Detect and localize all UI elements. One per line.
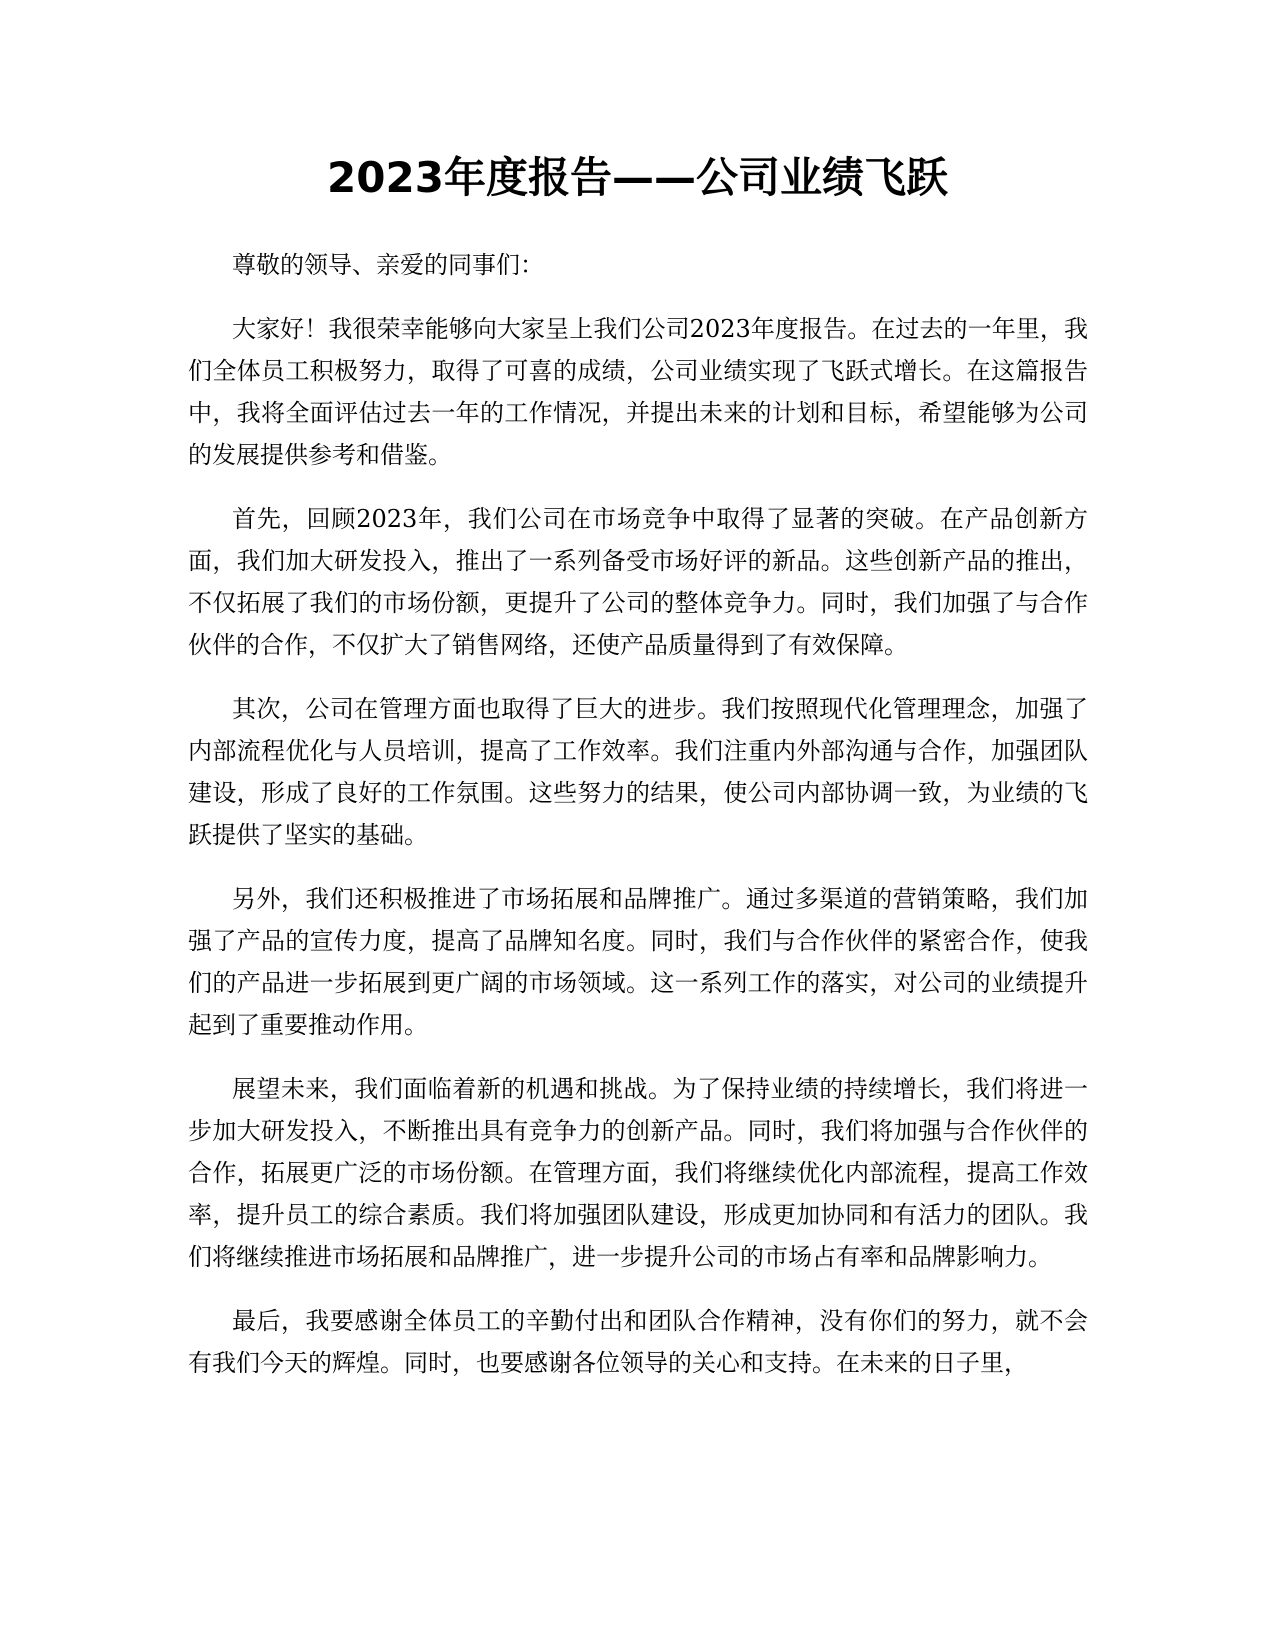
management-paragraph: 其次，公司在管理方面也取得了巨大的进步。我们按照现代化管理理念，加强了内部流程优化与人员培训，提高了工作效率。我们注重内外部沟通与合作，加强团队建设，形成了良好的工作氛围。这些努力的结果，使公司内部协调一致，为业绩的飞跃提供了坚实的基础。 — [188, 695, 1088, 849]
marketing-paragraph: 另外，我们还积极推进了市场拓展和品牌推广。通过多渠道的营销策略，我们加强了产品的宣传力度，提高了品牌知名度。同时，我们与合作伙伴的紧密合作，使我们的产品进一步拓展到更广阔的市场领域。这一系列工作的落实，对公司的业绩提升起到了重要推动作用。 — [188, 885, 1088, 1039]
review-paragraph: 首先，回顾2023年，我们公司在市场竞争中取得了显著的突破。在产品创新方面，我们加大研发投入，推出了一系列备受市场好评的新品。这些创新产品的推出，不仅拓展了我们的市场份额，更提升了公司的整体竞争力。同时，我们加强了与合作伙伴的合作，不仅扩大了销售网络，还使产品质量得到了有效保障。 — [188, 505, 1088, 659]
document-body — [188, 244, 1088, 1406]
salutation-paragraph: 尊敬的领导、亲爱的同事们： — [232, 251, 544, 279]
closing-paragraph: 最后，我要感谢全体员工的辛勤付出和团队合作精神，没有你们的努力，就不会有我们今天的辉煌。同时，也要感谢各位领导的关心和支持。在未来的日子里， — [188, 1307, 1088, 1377]
intro-paragraph: 大家好！我很荣幸能够向大家呈上我们公司2023年度报告。在过去的一年里，我们全体员工积极努力，取得了可喜的成绩，公司业绩实现了飞跃式增长。在这篇报告中，我将全面评估过去一年的工作情况，并提出未来的计划和目标，希望能够为公司的发展提供参考和借鉴。 — [188, 315, 1088, 469]
outlook-paragraph: 展望未来，我们面临着新的机遇和挑战。为了保持业绩的持续增长，我们将进一步加大研发投入，不断推出具有竞争力的创新产品。同时，我们将加强与合作伙伴的合作，拓展更广泛的市场份额。在管理方面，我们将继续优化内部流程，提高工作效率，提升员工的综合素质。我们将加强团队建设，形成更加协同和有活力的团队。我们将继续推进市场拓展和品牌推广，进一步提升公司的市场占有率和品牌影响力。 — [188, 1075, 1088, 1271]
document-title: 2023年度报告——公司业绩飞跃 — [327, 153, 948, 202]
